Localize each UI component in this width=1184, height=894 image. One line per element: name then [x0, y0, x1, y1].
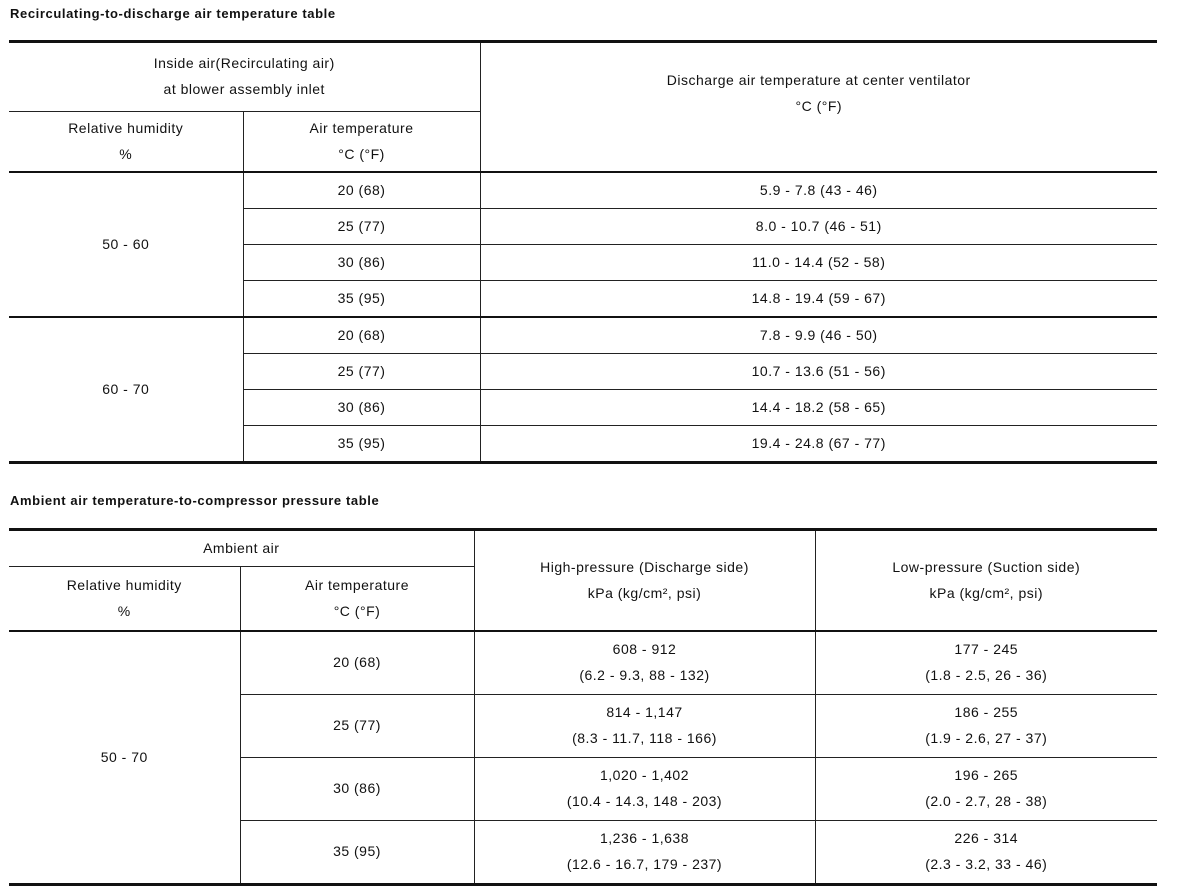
high-pressure-kpa: 1,236 - 1,638 [599, 830, 689, 847]
air-temp-cell: 25 (77) [243, 354, 480, 390]
low-pressure-kpa: 186 - 255 [954, 704, 1019, 721]
discharge-temp-cell: 11.0 - 14.4 (52 - 58) [480, 245, 1157, 281]
high-pressure-alt: (6.2 - 9.3, 88 - 132) [579, 667, 710, 683]
compressor-pressure-table-title: Ambient air temperature-to-compressor pressure table [10, 493, 380, 508]
air-temp-cell: 20 (68) [243, 172, 480, 209]
ambient-to-compressor-pressure-table [9, 528, 1157, 886]
discharge-temp-cell: 8.0 - 10.7 (46 - 51) [480, 209, 1157, 245]
humidity-cell: 50 - 60 [9, 172, 243, 317]
low-pressure-kpa: 196 - 265 [954, 767, 1019, 784]
high-pressure-kpa: 608 - 912 [612, 641, 677, 658]
low-pressure-header-line1: Low-pressure (Suction side) [892, 558, 1081, 575]
low-pressure-header [815, 530, 1157, 632]
air-temperature-unit: °C (°F) [333, 602, 381, 619]
air-temperature-unit: °C (°F) [338, 145, 385, 162]
air-temp-cell: 20 (68) [240, 631, 474, 695]
air-temp-cell: 35 (95) [243, 426, 480, 463]
low-pressure-cell [815, 821, 1157, 885]
low-pressure-header-unit: kPa (kg/cm², psi) [929, 584, 1043, 601]
low-pressure-alt: (1.8 - 2.5, 26 - 36) [925, 667, 1048, 683]
air-temperature-label: Air temperature [309, 119, 414, 136]
low-pressure-alt: (2.3 - 3.2, 33 - 46) [925, 856, 1048, 872]
discharge-temp-cell: 19.4 - 24.8 (67 - 77) [480, 426, 1157, 463]
discharge-temp-cell: 7.8 - 9.9 (46 - 50) [480, 317, 1157, 354]
humidity-cell: 50 - 70 [9, 631, 240, 885]
air-temperature-label: Air temperature [305, 576, 409, 593]
recirculating-to-discharge-table [9, 40, 1157, 464]
inside-air-header-line1: Inside air(Recirculating air) [153, 55, 335, 72]
high-pressure-alt: (12.6 - 16.7, 179 - 237) [566, 856, 723, 872]
air-temperature-header [240, 567, 474, 632]
discharge-temp-cell: 5.9 - 7.8 (43 - 46) [480, 172, 1157, 209]
discharge-temp-cell: 10.7 - 13.6 (51 - 56) [480, 354, 1157, 390]
discharge-temp-cell: 14.4 - 18.2 (58 - 65) [480, 390, 1157, 426]
high-pressure-kpa: 1,020 - 1,402 [599, 767, 689, 784]
discharge-temp-header [480, 42, 1157, 173]
air-temp-cell: 35 (95) [240, 821, 474, 885]
discharge-temp-header-unit: °C (°F) [795, 98, 843, 115]
recirculating-table-title: Recirculating-to-discharge air temperature table [10, 6, 336, 21]
air-temperature-header [243, 112, 480, 173]
table1-header-row-1 [9, 42, 1157, 112]
air-temp-cell: 25 (77) [243, 209, 480, 245]
relative-humidity-header [9, 112, 243, 173]
high-pressure-alt: (10.4 - 14.3, 148 - 203) [566, 793, 723, 809]
discharge-temp-cell: 14.8 - 19.4 (59 - 67) [480, 281, 1157, 318]
high-pressure-kpa: 814 - 1,147 [606, 704, 683, 721]
relative-humidity-header [9, 567, 240, 632]
high-pressure-header-unit: kPa (kg/cm², psi) [587, 584, 702, 601]
air-temp-cell: 25 (77) [240, 695, 474, 758]
low-pressure-kpa: 177 - 245 [954, 641, 1019, 658]
low-pressure-cell [815, 695, 1157, 758]
inside-air-header-line2: at blower assembly inlet [163, 81, 325, 97]
relative-humidity-label: Relative humidity [66, 576, 182, 593]
high-pressure-cell [474, 821, 815, 885]
low-pressure-alt: (2.0 - 2.7, 28 - 38) [925, 793, 1048, 809]
air-temp-cell: 30 (86) [243, 245, 480, 281]
air-temp-cell: 20 (68) [243, 317, 480, 354]
high-pressure-cell [474, 695, 815, 758]
relative-humidity-unit: % [117, 602, 131, 619]
ambient-air-header: Ambient air [9, 530, 474, 567]
low-pressure-cell [815, 758, 1157, 821]
table-row [9, 317, 1157, 354]
table2-header-row-1 [9, 530, 1157, 567]
high-pressure-cell [474, 631, 815, 695]
low-pressure-alt: (1.9 - 2.6, 27 - 37) [925, 730, 1048, 746]
air-temp-cell: 35 (95) [243, 281, 480, 318]
high-pressure-cell [474, 758, 815, 821]
high-pressure-alt: (8.3 - 11.7, 118 - 166) [572, 730, 717, 746]
air-temp-cell: 30 (86) [240, 758, 474, 821]
low-pressure-cell [815, 631, 1157, 695]
relative-humidity-label: Relative humidity [68, 119, 184, 136]
humidity-cell: 60 - 70 [9, 317, 243, 463]
air-temp-cell: 30 (86) [243, 390, 480, 426]
relative-humidity-unit: % [119, 145, 133, 162]
table-row [9, 631, 1157, 695]
inside-air-header [9, 42, 480, 112]
table-row [9, 172, 1157, 209]
high-pressure-header-line1: High-pressure (Discharge side) [540, 558, 749, 575]
high-pressure-header [474, 530, 815, 632]
discharge-temp-header-line1: Discharge air temperature at center ventilator [666, 72, 971, 89]
low-pressure-kpa: 226 - 314 [954, 830, 1019, 847]
